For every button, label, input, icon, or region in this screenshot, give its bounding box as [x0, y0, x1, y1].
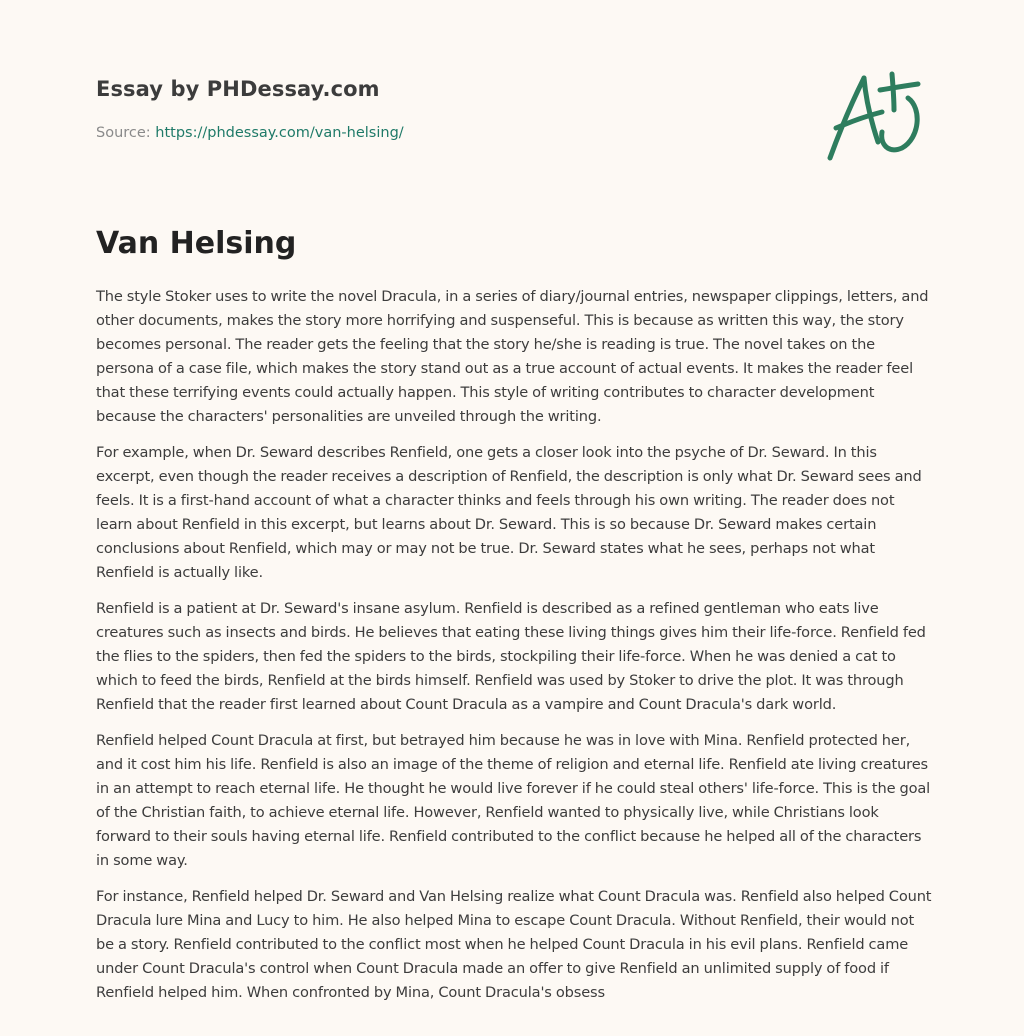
- essay-paragraph: Renfield is a patient at Dr. Seward's insane asylum. Renfield is described as a refined gentleman who eats live creatures such as insects and birds. He believes that eating these living things gives him their life-force. Renfield fed the flies to the spiders, then fed the spiders to the birds, stockpiling their life-force. When he was denied a cat to which to feed the birds, Renfield at the birds himself. Renfield was used by Stoker to drive the plot. It was through Renfield that the reader first learned about Count Dracula as a vampire and Count Dracula's dark world.: [96, 600, 926, 713]
- essay-paragraph: Renfield helped Count Dracula at first, but betrayed him because he was in love with Mina. Renfield protected her, and it cost him his life. Renfield is also an image of the theme of religion and eternal life. Renfield ate living creatures in an attempt to reach eternal life. He thought he would live forever if he could steal others' life-force. This is the goal of the Christian faith, to achieve eternal life. However, Renfield wanted to physically live, while Christians look forward to their souls having eternal life. Renfield contributed to the conflict because he helped all of the characters in some way.: [96, 732, 931, 869]
- site-title: Essay by PHDessay.com: [96, 77, 380, 101]
- page-header: [96, 74, 696, 143]
- essay-body: [96, 285, 932, 1017]
- source-line: [96, 123, 696, 143]
- essay-paragraph: The style Stoker uses to write the novel Dracula, in a series of diary/journal entries, newspaper clippings, letters, and other documents, makes the story more horrifying and suspenseful. This is because as written this way, the story becomes personal. The reader gets the feeling that the story he/she is reading is true. The novel takes on the persona of a case file, which makes the story stand out as a true account of actual events. It makes the reader feel that these terrifying events could actually happen. This style of writing contributes to character development because the characters' personalities are unveiled through the writing.: [96, 288, 929, 425]
- essay-title: Van Helsing: [96, 226, 297, 261]
- a-plus-grade-icon: [822, 66, 932, 166]
- source-label: Source:: [96, 125, 151, 141]
- essay-paragraph: For instance, Renfield helped Dr. Seward and Van Helsing realize what Count Dracula was. Renfield also helped Count Dracula lure Mina and Lucy to him. He also helped Mina to escape Count Dracula. Without Renfield, their would not be a story. Renfield contributed to the conflict most when he helped Count Dracula in his evil plans. Renfield came under Count Dracula's control when Count Dracula made an offer to give Renfield an unlimited supply of food if Renfield helped him. When confronted by Mina, Count Dracula's obsess: [96, 888, 932, 1001]
- source-link[interactable]: https://phdessay.com/van-helsing/: [155, 125, 404, 141]
- essay-paragraph: For example, when Dr. Seward describes Renfield, one gets a closer look into the psyche of Dr. Seward. In this excerpt, even though the reader receives a description of Renfield, the description is only what Dr. Seward sees and feels. It is a first-hand account of what a character thinks and feels through his own writing. The reader does not learn about Renfield in this excerpt, but learns about Dr. Seward. This is so because Dr. Seward makes certain conclusions about Renfield, which may or may not be true. Dr. Seward states what he sees, perhaps not what Renfield is actually like.: [96, 444, 922, 581]
